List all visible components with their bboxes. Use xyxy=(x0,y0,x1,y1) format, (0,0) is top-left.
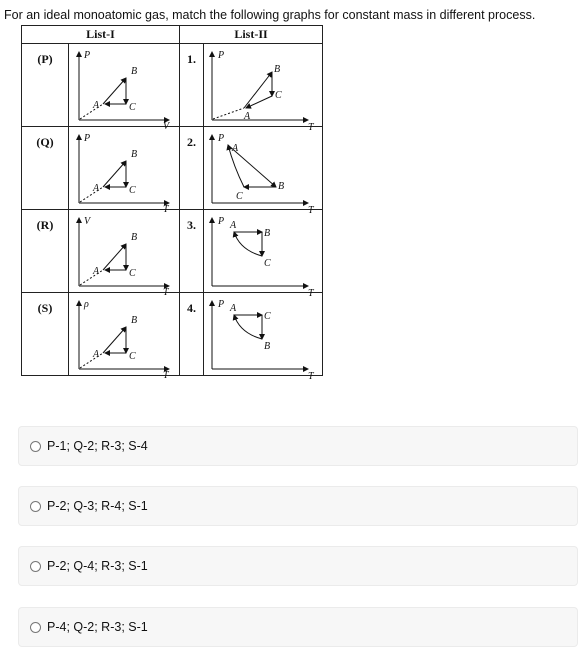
graph-3-svg xyxy=(204,210,322,299)
question-text: For an ideal monoatomic gas, match the following graphs for constant mass in different process. xyxy=(4,8,536,22)
graph-Q xyxy=(69,127,180,215)
answer-option-1[interactable] xyxy=(18,426,578,466)
x-axis-label: T xyxy=(308,371,314,382)
graph-P xyxy=(69,44,180,132)
graph-R xyxy=(69,210,180,298)
y-axis-label: ρ xyxy=(84,299,89,310)
point-a: A xyxy=(232,143,239,154)
option-text: P-2; Q-3; R-4; S-1 xyxy=(47,499,148,513)
graph-P-svg xyxy=(69,44,179,132)
row-label: (R) xyxy=(36,218,54,232)
list1-header: List-I xyxy=(22,26,180,44)
y-axis-label: P xyxy=(84,133,91,144)
radio-button[interactable] xyxy=(30,622,41,633)
graph-2 xyxy=(204,127,323,216)
graph-4 xyxy=(204,293,323,382)
point-b: B xyxy=(131,66,138,77)
point-a: A xyxy=(93,266,100,277)
option-number: 2. xyxy=(187,135,196,149)
graph-Q-svg xyxy=(69,127,179,215)
graph-1-svg xyxy=(204,44,322,133)
point-b: B xyxy=(131,315,138,326)
radio-button[interactable] xyxy=(30,561,41,572)
point-b: B xyxy=(131,149,138,160)
point-c: C xyxy=(129,185,136,196)
point-a: A xyxy=(244,111,251,122)
point-a: A xyxy=(93,349,100,360)
point-b: B xyxy=(274,64,281,75)
table-row xyxy=(22,127,323,210)
point-a: A xyxy=(230,303,237,314)
y-axis-label: V xyxy=(84,216,91,227)
answer-option-4[interactable] xyxy=(18,607,578,647)
row-label: (P) xyxy=(37,52,53,66)
table-header-row xyxy=(22,26,323,44)
graph-3 xyxy=(204,210,323,299)
point-a: A xyxy=(93,183,100,194)
answer-option-2[interactable] xyxy=(18,486,578,526)
point-a: A xyxy=(230,220,237,231)
y-axis-label: P xyxy=(218,299,225,310)
point-c: C xyxy=(129,102,136,113)
graph-2-svg xyxy=(204,127,322,216)
x-axis-label: T xyxy=(163,287,169,298)
match-table xyxy=(21,25,323,382)
point-b: B xyxy=(278,181,285,192)
point-c: C xyxy=(264,258,271,269)
option-text: P-4; Q-2; R-3; S-1 xyxy=(47,620,148,634)
radio-button[interactable] xyxy=(30,441,41,452)
option-text: P-1; Q-2; R-3; S-4 xyxy=(47,439,148,453)
row-label: (Q) xyxy=(36,135,54,149)
list2-header: List-II xyxy=(180,26,323,44)
point-c: C xyxy=(264,311,271,322)
graph-S xyxy=(69,293,180,381)
row-label: (S) xyxy=(37,301,53,315)
point-c: C xyxy=(129,268,136,279)
table-row xyxy=(22,44,323,127)
table-row xyxy=(22,210,323,293)
x-axis-label: T xyxy=(308,122,314,133)
table-row xyxy=(22,293,323,376)
graph-4-svg xyxy=(204,293,322,382)
point-a: A xyxy=(93,100,100,111)
point-b: B xyxy=(131,232,138,243)
option-number: 3. xyxy=(187,218,196,232)
point-b: B xyxy=(264,228,271,239)
x-axis-label: V xyxy=(163,121,170,132)
answer-option-3[interactable] xyxy=(18,546,578,586)
radio-button[interactable] xyxy=(30,501,41,512)
point-c: C xyxy=(275,90,282,101)
y-axis-label: P xyxy=(218,50,225,61)
point-c: C xyxy=(236,191,243,202)
x-axis-label: T xyxy=(163,370,169,381)
graph-S-svg xyxy=(69,293,179,381)
y-axis-label: P xyxy=(84,50,91,61)
graph-1 xyxy=(204,44,323,133)
point-c: C xyxy=(129,351,136,362)
x-axis-label: T xyxy=(308,205,314,216)
graph-R-svg xyxy=(69,210,179,298)
x-axis-label: T xyxy=(308,288,314,299)
y-axis-label: P xyxy=(218,216,225,227)
point-b: B xyxy=(264,341,271,352)
option-number: 1. xyxy=(187,52,196,66)
option-text: P-2; Q-4; R-3; S-1 xyxy=(47,559,148,573)
option-number: 4. xyxy=(187,301,196,315)
y-axis-label: P xyxy=(218,133,225,144)
x-axis-label: T xyxy=(163,204,169,215)
